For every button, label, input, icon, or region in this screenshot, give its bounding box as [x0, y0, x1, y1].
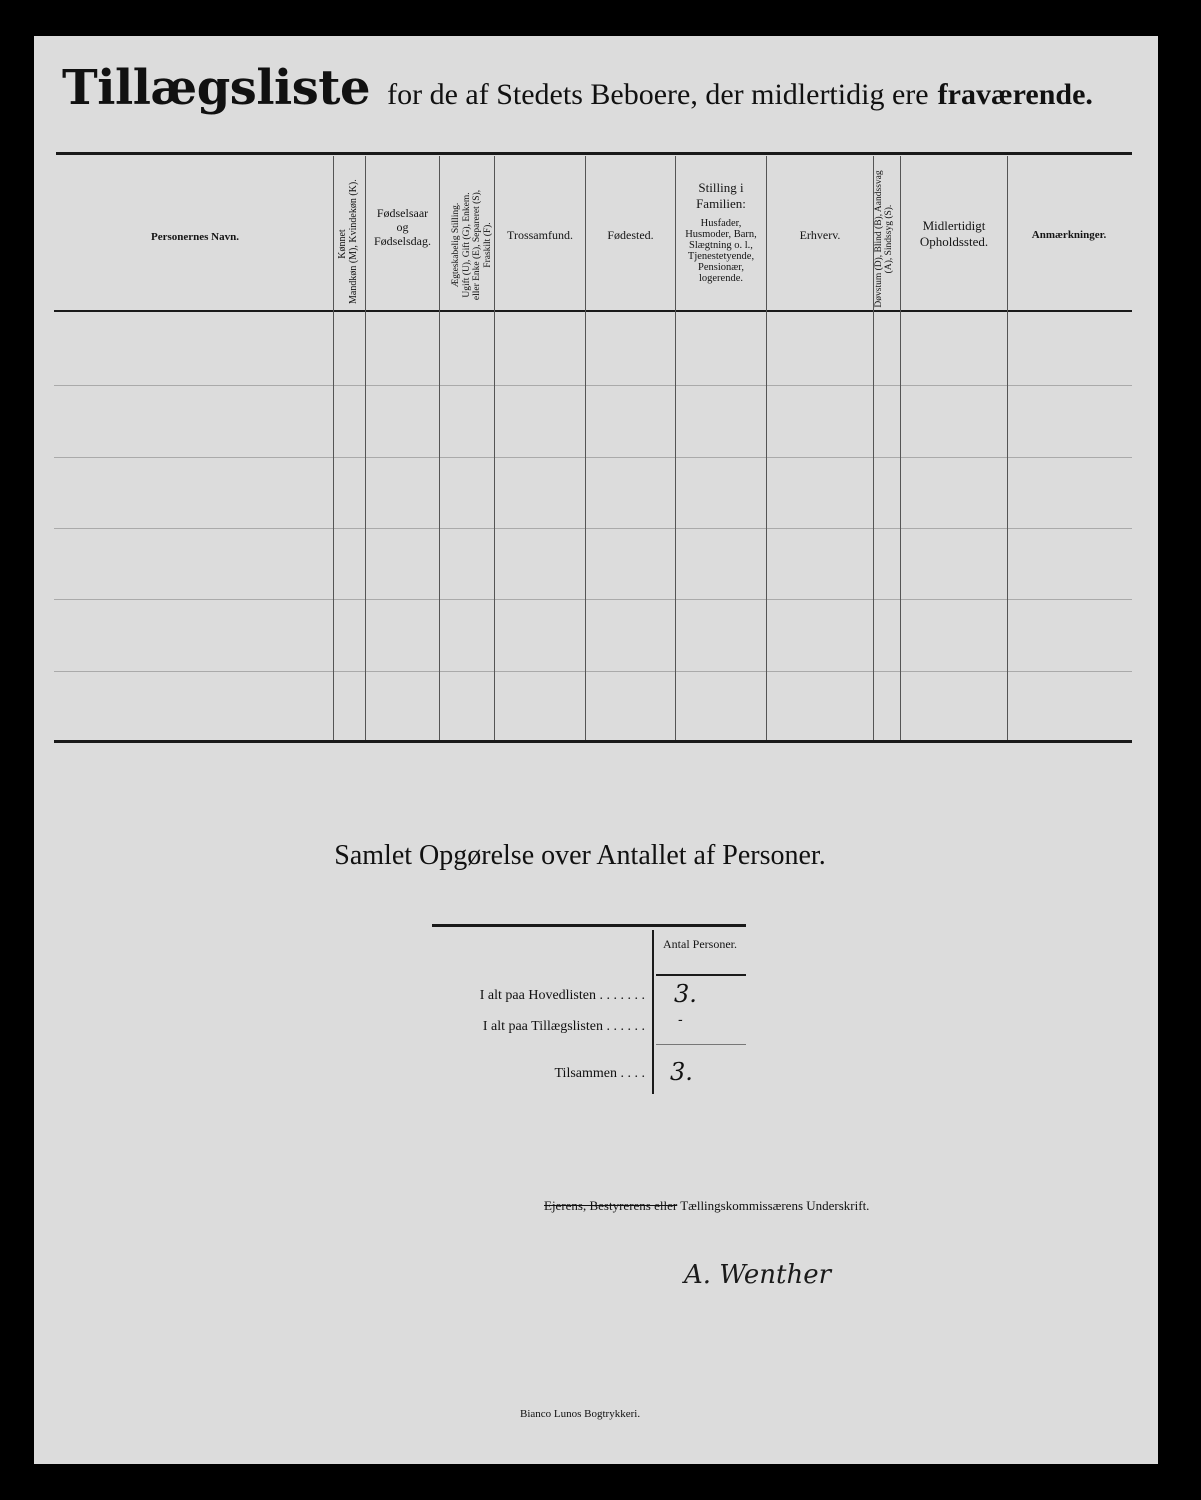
summary-top-rule	[432, 924, 746, 927]
form-title	[62, 60, 1093, 116]
table-bottom-rule	[54, 740, 1132, 743]
row-line	[54, 385, 1132, 386]
column-header-marital: Ægteskabelig Stilling. Ugift (U), Gift (G), Enkem. eller Enke (E), Separeret (S), Fraskilt (F).	[451, 189, 493, 301]
summary-title: Samlet Opgørelse over Antallet af Personer.	[334, 840, 826, 871]
summary-label-total: Tilsammen . . . .	[554, 1066, 645, 1081]
column-line	[900, 156, 901, 740]
title-main: Tillægsliste	[62, 60, 371, 116]
summary-header-rule	[656, 974, 746, 976]
row-line	[54, 528, 1132, 529]
row-line	[54, 599, 1132, 600]
column-header-occupation: Erhverv.	[799, 228, 841, 242]
title-rest: for de af Stedets Beboere, der midlertidig ere	[387, 78, 929, 111]
column-line	[585, 156, 586, 740]
row-line	[54, 671, 1132, 672]
column-line	[439, 156, 440, 740]
column-header-disability: Døvstum (D), Blind (B), Aandssvag (A), Sindssyg (S).	[874, 170, 894, 308]
column-header-religion: Trossamfund.	[507, 228, 573, 242]
header-bottom-rule	[54, 310, 1132, 312]
column-header-family-position: Stilling i Familien:	[696, 180, 746, 211]
summary-count-header: Antal Personer.	[663, 937, 737, 951]
row-line	[54, 457, 1132, 458]
column-header-names: Personernes Navn.	[151, 231, 239, 243]
title-bold-end: fraværende.	[937, 78, 1093, 111]
summary-divider	[652, 930, 654, 1094]
column-header-remarks: Anmærkninger.	[1031, 229, 1107, 241]
column-line	[766, 156, 767, 740]
summary-value-total: 3.	[670, 1058, 693, 1086]
signature-caption-struck: Ejerens, Bestyrerens eller	[544, 1198, 678, 1213]
column-line	[1007, 156, 1008, 740]
column-header-temporary-residence: Midlertidigt Opholdssted.	[919, 218, 989, 249]
handwritten-signature: A. Wenther	[684, 1260, 832, 1290]
signature-caption	[544, 1198, 869, 1214]
column-line	[333, 156, 334, 740]
signature-caption-rest: Tællingskommissærens Underskrift.	[680, 1198, 870, 1213]
column-header-family-detail: Husfader, Husmoder, Barn, Slægtning o. l., Tjenestetyende, Pensionær, logerende.	[685, 218, 757, 284]
summary-value-supplement-list: -	[678, 1012, 683, 1028]
column-header-birthplace: Fødested.	[607, 228, 654, 242]
summary-value-main-list: 3.	[674, 980, 697, 1008]
column-header-sex: Kønnet Mandkøn (M), Kvindekøn (K).	[337, 179, 359, 304]
column-header-birth: Fødselsaar og Fødselsdag.	[374, 206, 431, 248]
column-line	[675, 156, 676, 740]
printer-imprint: Bianco Lunos Bogtrykkeri.	[520, 1408, 641, 1420]
table-top-rule	[56, 152, 1132, 155]
summary-label-main-list: I alt paa Hovedlisten . . . . . . .	[479, 988, 645, 1003]
census-form-page	[34, 36, 1158, 1464]
summary-subtotal-rule	[656, 1044, 746, 1045]
summary-label-supplement-list: I alt paa Tillægslisten . . . . . .	[482, 1019, 645, 1034]
